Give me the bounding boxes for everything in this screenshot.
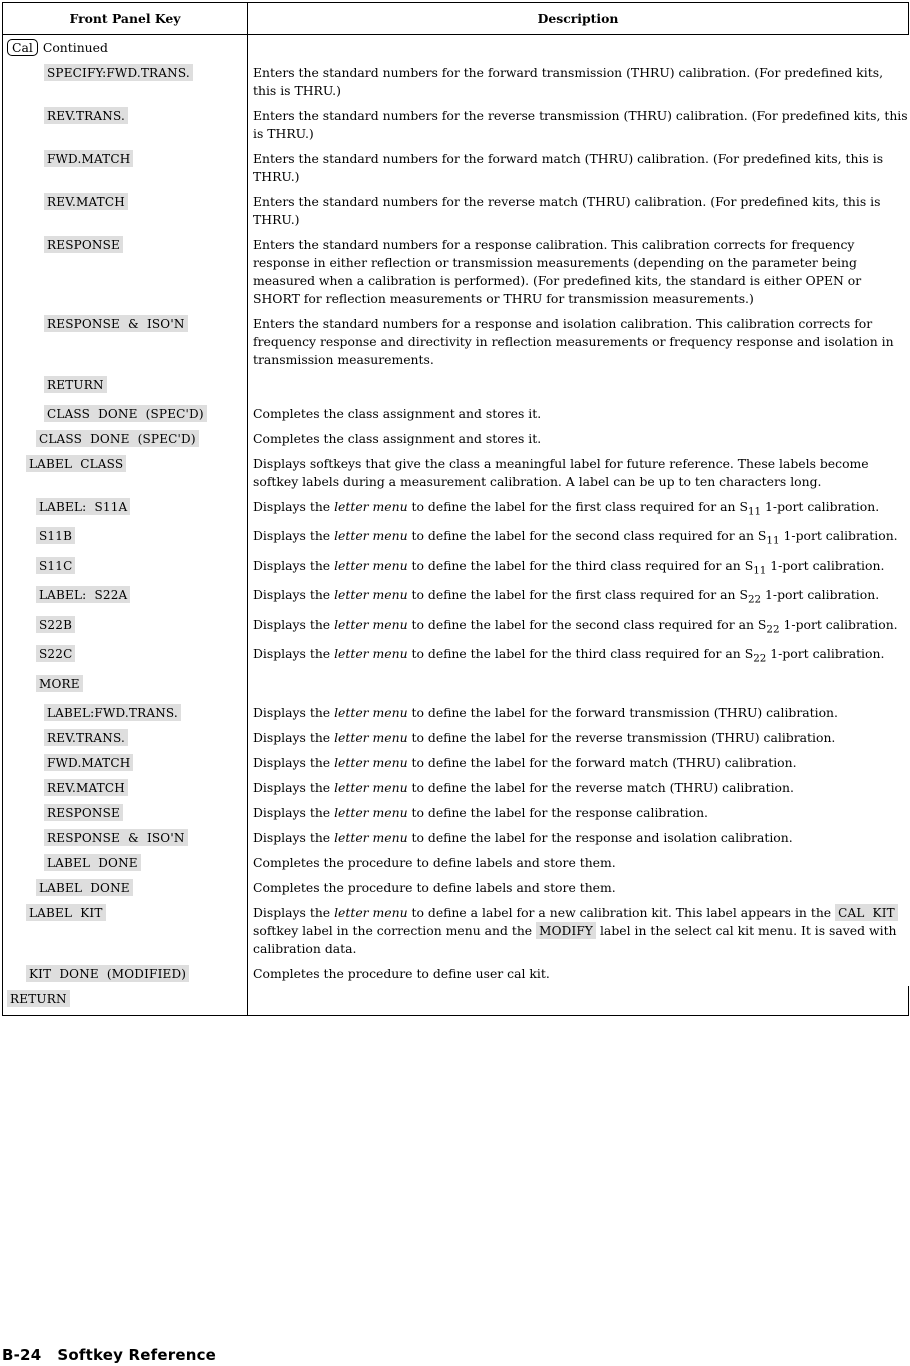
softkey-rev-match: REV.MATCH [44, 193, 128, 210]
description: Completes the class assignment and stores it. [253, 431, 542, 446]
softkey-response-isolation: RESPONSE & ISO'N [44, 315, 188, 332]
description: Displays the letter menu to define the label for the response and isolation calibration. [253, 829, 793, 845]
softkey-label-s22a: LABEL: S22A [36, 586, 130, 603]
softkey-fwd-match: FWD.MATCH [44, 754, 133, 771]
softkey-label-done: LABEL DONE [36, 879, 133, 896]
description: Enters the standard numbers for a response calibration. This calibration corrects for frequency response in either reflection or transmission measurements (depending on the parameter being measured when a calibration is performed). (For predefined kits, the standard is either OPEN or SHORT for reflection measurements or THRU for transmission measurements.) [253, 237, 862, 306]
softkey-s22c: S22C [36, 645, 75, 662]
description: Displays the letter menu to define the label for the third class required for an $S_{11}$ 1-port calibration. [253, 557, 885, 577]
softkey-modify: MODIFY [536, 922, 596, 939]
softkey-s11c: S11C [36, 557, 75, 574]
softkey-return: RETURN [7, 990, 70, 1007]
softkey-response: RESPONSE [44, 236, 123, 253]
softkey-label-kit: LABEL KIT [26, 904, 106, 921]
softkey-label-s11a: LABEL: S11A [36, 498, 130, 515]
column-header-description: Description [248, 3, 909, 35]
softkey-label-class: LABEL CLASS [26, 455, 126, 472]
softkey-rev-trans: REV.TRANS. [44, 729, 128, 746]
column-header-key: Front Panel Key [3, 3, 248, 35]
description: Enters the standard numbers for the reverse match (THRU) calibration. (For predefined kits, this is THRU.) [253, 194, 881, 227]
description: Completes the procedure to define labels and store them. [253, 879, 616, 895]
description: Displays the letter menu to define the label for the reverse match (THRU) calibration. [253, 779, 794, 795]
softkey-label-fwd-trans: LABEL:FWD.TRANS. [44, 704, 181, 721]
softkey-more: MORE [36, 675, 83, 692]
description: Completes the class assignment and stores it. [253, 406, 542, 421]
softkey-response: RESPONSE [44, 804, 123, 821]
description: Enters the standard numbers for the forward transmission (THRU) calibration. (For predefined kits, this is THRU.) [253, 65, 884, 98]
softkey-response-isolation: RESPONSE & ISO'N [44, 829, 188, 846]
softkey-class-done-specd: CLASS DONE (SPEC'D) [36, 430, 199, 447]
softkey-fwd-match: FWD.MATCH [44, 150, 133, 167]
description: Displays the letter menu to define the label for the forward match (THRU) calibration. [253, 754, 797, 770]
description: Displays the letter menu to define a label for a new calibration kit. This label appears in the CAL KIT softkey label in the correction menu and the MODIFY label in the select cal kit menu. It is saved with calibration data. [253, 904, 897, 956]
continued-label: Continued [42, 40, 108, 55]
softkey-return: RETURN [44, 376, 107, 393]
description: Completes the procedure to define user cal kit. [253, 965, 550, 981]
softkey-specify-fwd-trans: SPECIFY:FWD.TRANS. [44, 64, 193, 81]
section-title: Softkey Reference [57, 1346, 217, 1364]
softkey-kit-done-modified: KIT DONE (MODIFIED) [26, 965, 189, 982]
description: Displays the letter menu to define the label for the response calibration. [253, 804, 708, 820]
page-footer [2, 1346, 216, 1364]
page-number: B-24 [2, 1346, 42, 1364]
description: Displays the letter menu to define the label for the third class required for an $S_{22}$ 1-port calibration. [253, 646, 885, 665]
description: Enters the standard numbers for the reverse transmission (THRU) calibration. (For predefined kits, this is THRU.) [253, 108, 908, 141]
softkey-reference-table [2, 2, 909, 1016]
description: Enters the standard numbers for a response and isolation calibration. This calibration corrects for frequency response and directivity in reflection measurements or frequency response and isolation in transmission measurements. [253, 316, 894, 367]
description: Displays softkeys that give the class a meaningful label for future reference. These labels become softkey labels during a measurement calibration. A label can be up to ten characters long. [253, 456, 869, 489]
softkey-cal-kit: CAL KIT [835, 904, 898, 921]
softkey-s22b: S22B [36, 616, 75, 633]
softkey-s11b: S11B [36, 527, 75, 544]
description: Displays the letter menu to define the label for the reverse transmission (THRU) calibration. [253, 729, 836, 745]
description: Completes the procedure to define labels and store them. [253, 854, 616, 870]
description: Displays the letter menu to define the label for the second class required for an $S_{11}$ 1-port calibration. [253, 528, 898, 547]
cal-continued-cell [3, 35, 248, 61]
description: Displays the letter menu to define the label for the first class required for an $S_{22}$ 1-port calibration. [253, 587, 880, 606]
softkey-rev-trans: REV.TRANS. [44, 107, 128, 124]
description: Displays the letter menu to define the label for the forward transmission (THRU) calibration. [253, 704, 838, 720]
description: Displays the letter menu to define the label for the first class required for an $S_{11}$ 1-port calibration. [253, 499, 880, 518]
softkey-class-done-specd: CLASS DONE (SPEC'D) [44, 405, 207, 422]
description: Displays the letter menu to define the label for the second class required for an $S_{22}$ 1-port calibration. [253, 616, 898, 636]
softkey-rev-match: REV.MATCH [44, 779, 128, 796]
softkey-label-done: LABEL DONE [44, 854, 141, 871]
cal-hardkey: Cal [7, 39, 38, 56]
description: Enters the standard numbers for the forward match (THRU) calibration. (For predefined kits, this is THRU.) [253, 151, 884, 184]
